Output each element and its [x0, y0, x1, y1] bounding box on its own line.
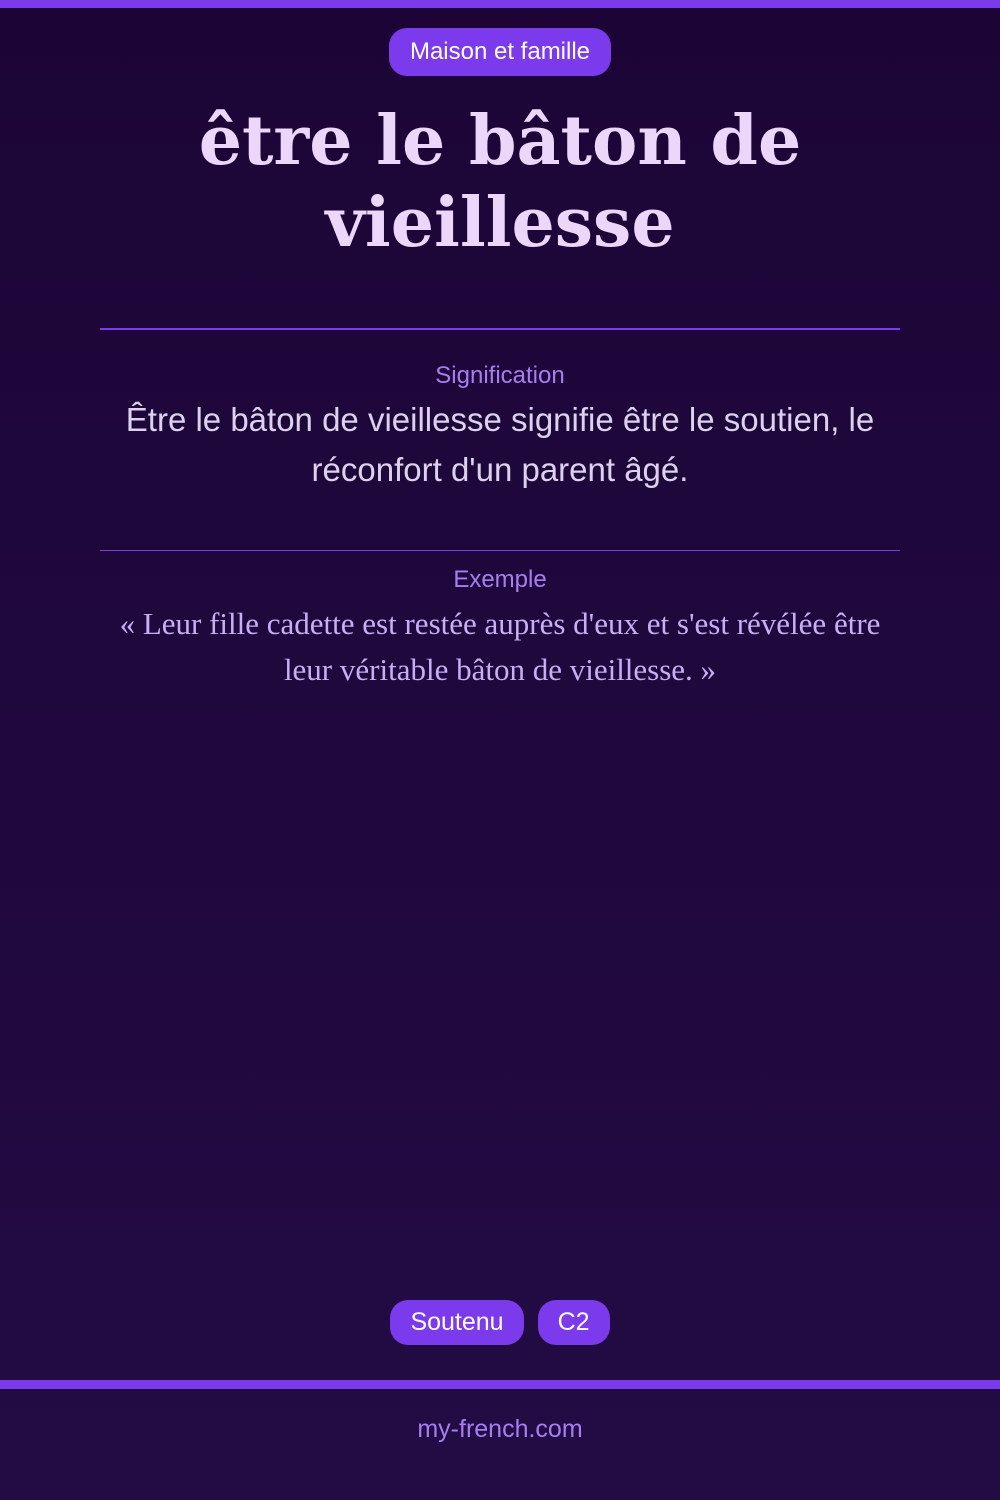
- divider-top: [100, 328, 900, 330]
- bottom-accent-bar: [0, 1380, 1000, 1389]
- meaning-text: Être le bâton de vieillesse signifie être le soutien, le réconfort d'un parent âgé.: [125, 401, 875, 488]
- footer-site-link[interactable]: my-french.com: [417, 1415, 583, 1443]
- category-container: [0, 28, 1000, 76]
- expression-title: être le bâton de vieillesse: [198, 101, 802, 263]
- tags-row: [0, 1300, 1000, 1345]
- top-accent-bar: [0, 0, 1000, 8]
- meaning-label: Signification: [435, 362, 565, 389]
- divider-middle: [100, 550, 900, 551]
- example-label: Exemple: [453, 566, 547, 593]
- example-text: « Leur fille cadette est restée auprès d'eux et s'est révélée être leur véritable bâton de vieillesse. »: [119, 606, 881, 687]
- category-badge: Maison et famille: [389, 28, 611, 76]
- level-tag: C2: [538, 1300, 610, 1345]
- register-tag: Soutenu: [390, 1300, 523, 1345]
